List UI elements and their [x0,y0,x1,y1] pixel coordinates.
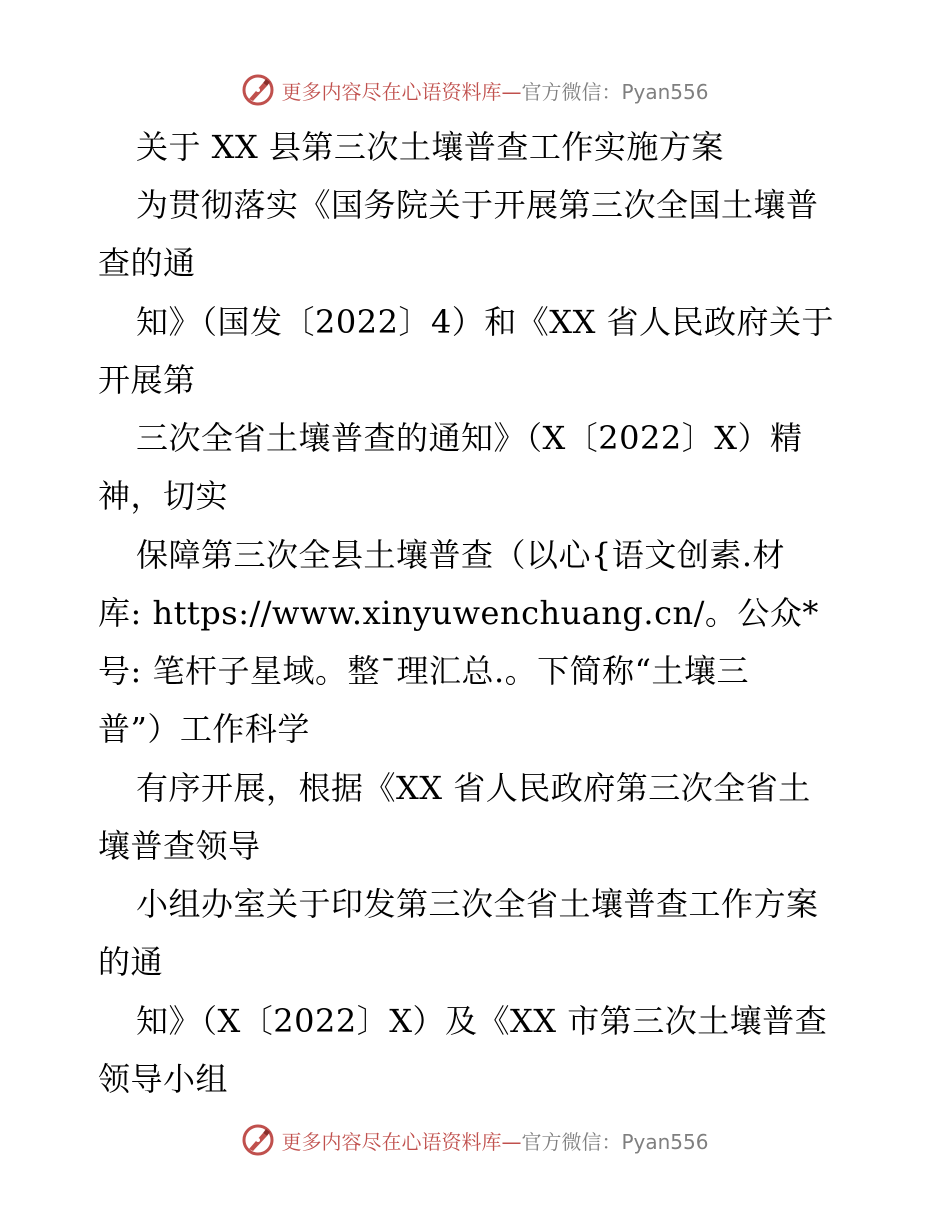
paragraph-line: 为贯彻落实《国务院关于开展第三次全国土壤普 [136,186,819,224]
paragraph-line: 壤普查领导 [98,827,261,865]
paragraph-line: 号: 笔杆子星域。整¯理汇总.。下简称“土壤三 [98,652,749,690]
footer-banner-wechat: 官方微信：Pyan556 [521,1129,709,1154]
footer-banner-text [281,1126,708,1155]
header-banner [0,70,950,110]
pen-logo-icon [241,73,275,107]
paragraph-line: 知》（国发〔2022〕4）和《XX 省人民政府关于 [136,303,835,341]
paragraph-line: 开展第 [98,361,196,399]
paragraph-line: 有序开展，根据《XX 省人民政府第三次全省土 [136,769,811,807]
header-banner-title: 更多内容尽在心语资料库 [281,79,502,104]
footer-banner [0,1120,950,1160]
header-banner-text [281,76,708,105]
paragraph-line: 三次全省土壤普查的通知》（X〔2022〕X）精 [136,419,803,457]
paragraph-line: 的通 [98,943,164,981]
pen-logo-icon [241,1123,275,1157]
document-title: 关于 XX 县第三次土壤普查工作实施方案 [136,128,724,166]
paragraph-line: 领导小组 [98,1060,229,1098]
paragraph-line: 普”）工作科学 [98,710,310,748]
footer-banner-dash: — [501,1129,522,1154]
footer-banner-title: 更多内容尽在心语资料库 [281,1129,502,1154]
paragraph-line: 保障第三次全县土壤普查（以心{语文创素.材 [136,536,786,574]
header-banner-dash: — [501,79,522,104]
paragraph-line: 查的通 [98,244,196,282]
paragraph-line: 库: https://www.xinyuwenchuang.cn/。公众* [98,594,819,632]
paragraph-line: 小组办室关于印发第三次全省土壤普查工作方案 [136,885,819,923]
paragraph-line: 知》（X〔2022〕X）及《XX 市第三次土壤普查 [136,1002,828,1040]
paragraph-line: 神，切实 [98,477,229,515]
header-banner-wechat: 官方微信：Pyan556 [521,79,709,104]
